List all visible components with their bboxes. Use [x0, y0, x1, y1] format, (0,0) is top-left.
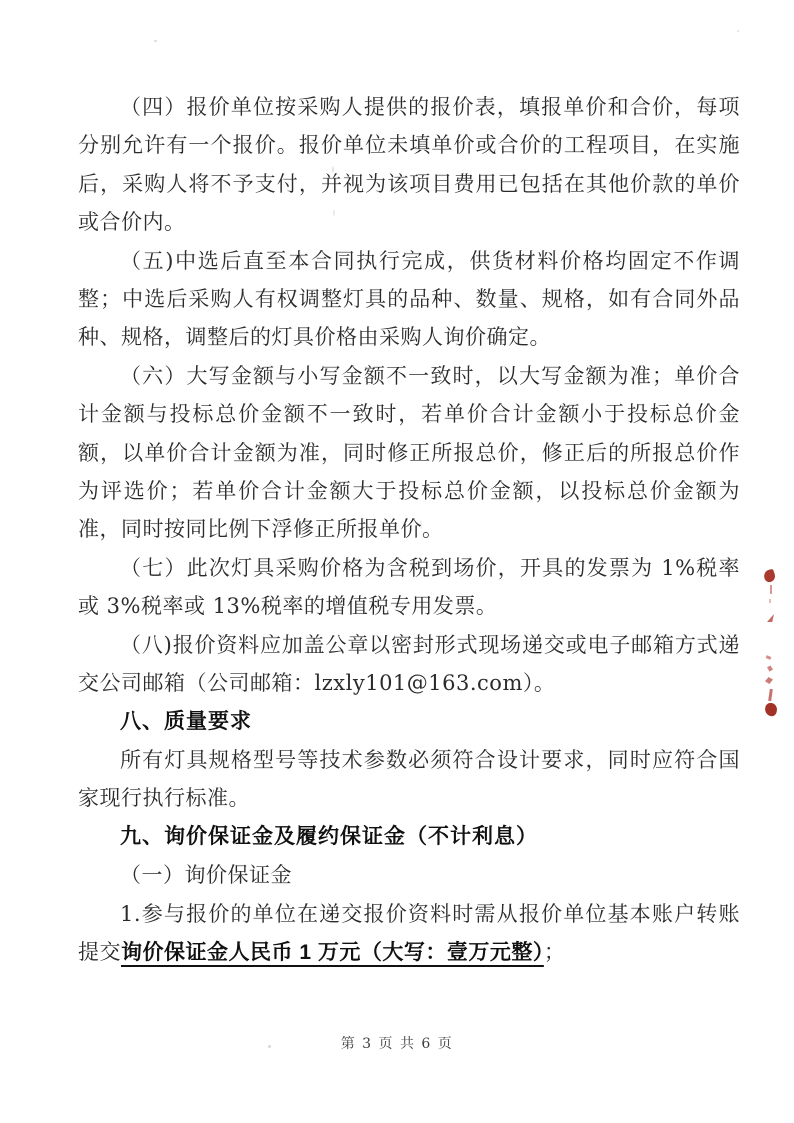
document-body — [78, 88, 740, 972]
clause-7-paragraph: （七）此次灯具采购价格为含税到场价，开具的发票为 1%税率或 3%税率或 13%税率的增值税专用发票。 — [78, 555, 740, 619]
deposit-amount-emphasis: 询价保证金人民币 1 万元（大写：壹万元整） — [121, 940, 544, 964]
quality-requirement-paragraph: 所有灯具规格型号等技术参数必须符合设计要求，同时应符合国家现行执行标准。 — [78, 747, 740, 811]
section-8-quality-heading: 八、质量要求 — [120, 709, 252, 733]
deposit-text-suffix: ； — [543, 939, 566, 964]
deposit-text-prefix: 1.参与报价的单位在递交报价资料时需从报价单位基本账户转账提交 — [78, 901, 740, 964]
red-ink-mark — [762, 569, 776, 584]
clause-6-paragraph: （六）大写金额与小写金额不一致时，以大写金额为准；单价合计金额与投标总价金额不一致时，若单价合计金额小于投标总价金额，以单价合计金额为准，同时修正所报总价，修正后的所报总价作为评选价；若单价合计金额大于投标总价金额，以投标总价金额为准，同时按同比例下浮修正所报单价。 — [78, 363, 740, 542]
clause-5-paragraph: （五)中选后直至本合同执行完成，供货材料价格均固定不作调整；中选后采购人有权调整灯具的品种、数量、规格，如有合同外品种、规格，调整后的灯具价格由采购人询价确定。 — [78, 248, 740, 350]
red-ink-mark — [767, 665, 773, 671]
red-ink-mark — [770, 585, 772, 594]
red-ink-mark — [764, 702, 778, 717]
page-number-footer: 第 3 页 共 6 页 — [340, 1036, 454, 1052]
scan-speck — [268, 1045, 271, 1048]
inquiry-deposit-subheading: （一）询价保证金 — [120, 863, 292, 888]
deposit-amount-paragraph — [78, 895, 740, 973]
clause-4-paragraph: （四）报价单位按采购人提供的报价表，填报单价和合价，每项分别允许有一个报价。报价单位未填单价或合价的工程项目，在实施后，采购人将不予支付，并视为该项目费用已包括在其他价款的单价或合价内。 — [78, 95, 740, 235]
scan-speck — [737, 30, 739, 32]
scan-speck — [332, 166, 334, 173]
scan-speck — [333, 210, 335, 216]
red-ink-mark — [766, 655, 772, 660]
red-ink-mark — [769, 599, 771, 603]
scan-speck — [154, 40, 157, 42]
red-ink-mark — [768, 689, 773, 701]
section-9-deposit-heading: 九、询价保证金及履约保证金（不计利息） — [120, 824, 538, 848]
clause-8-paragraph: （八)报价资料应加盖公章以密封形式现场递交或电子邮箱方式递交公司邮箱（公司邮箱：lzxly101@163.com）。 — [78, 632, 740, 696]
red-ink-mark — [767, 614, 774, 622]
red-ink-mark — [765, 677, 773, 684]
scan-speck — [420, 520, 422, 529]
